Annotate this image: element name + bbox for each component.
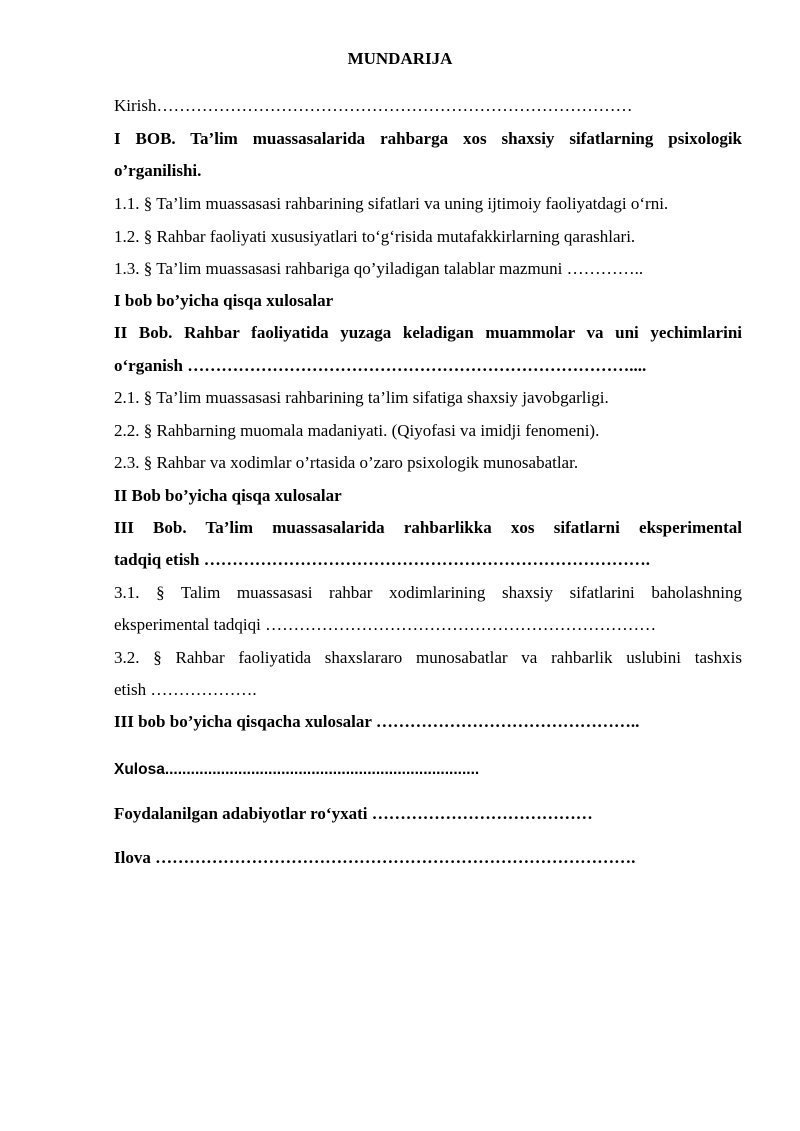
- toc-section-1-2: 1.2. § Rahbar faoliyati xususiyatlari to‘g‘risida mutafakkirlarning qarashlari.: [114, 227, 636, 246]
- toc-chapter-1-title: I BOB. Ta’lim muassasalarida rahbarga xos shaxsiy sifatlarning psixologik: [114, 129, 742, 148]
- toc-section-2-1: 2.1. § Ta’lim muassasasi rahbarining ta’lim sifatiga shaxsiy javobgarligi.: [114, 388, 609, 407]
- page-title: MUNDARIJA: [347, 49, 453, 68]
- toc-chapter-1-summary: I bob bo’yicha qisqa xulosalar: [114, 291, 334, 310]
- toc-references: Foydalanilgan adabiyotlar ro‘yxati …………………………………: [114, 804, 593, 823]
- toc-chapter-3-summary: III bob bo’yicha qisqacha xulosalar ………………………………………..: [114, 712, 640, 731]
- toc-chapter-3-title-cont: tadqiq etish …………………………………………………………………….: [114, 550, 650, 569]
- toc-section-2-2: 2.2. § Rahbarning muomala madaniyati. (Qiyofasi va imidji fenomeni).: [114, 421, 600, 440]
- toc-appendix: Ilova ………………………………………………………………………….: [114, 848, 636, 867]
- toc-conclusion: Xulosa.........................................................................: [114, 761, 480, 778]
- toc-section-3-2: 3.2. § Rahbar faoliyatida shaxslararo munosabatlar va rahbarlik uslubini tashxis: [114, 648, 742, 667]
- toc-kirish: Kirish…………………………………………………………………………: [114, 96, 633, 115]
- toc-section-1-3: 1.3. § Ta’lim muassasasi rahbariga qo’yiladigan talablar mazmuni …………..: [114, 259, 644, 278]
- toc-section-3-1: 3.1. § Talim muassasasi rahbar xodimlarining shaxsiy sifatlarini baholashning: [114, 583, 742, 602]
- toc-chapter-2-title-cont: o‘rganish ……………………………………………………………………....: [114, 356, 647, 375]
- toc-chapter-3-title: III Bob. Ta’lim muassasalarida rahbarlikka xos sifatlarni eksperimental: [114, 518, 742, 537]
- toc-chapter-1-title-cont: o’rganilishi.: [114, 161, 202, 180]
- toc-chapter-2-summary: II Bob bo’yicha qisqa xulosalar: [114, 486, 342, 505]
- toc-chapter-2-title: II Bob. Rahbar faoliyatida yuzaga keladigan muammolar va uni yechimlarini: [114, 323, 742, 342]
- toc-section-3-1-cont: eksperimental tadqiqi ……………………………………………………………: [114, 615, 657, 634]
- toc-section-1-1: 1.1. § Ta’lim muassasasi rahbarining sifatlari va uning ijtimoiy faoliyatdagi o‘rni.: [114, 194, 669, 213]
- toc-section-2-3: 2.3. § Rahbar va xodimlar o’rtasida o’zaro psixologik munosabatlar.: [114, 453, 579, 472]
- toc-section-3-2-cont: etish ……………….: [114, 680, 257, 699]
